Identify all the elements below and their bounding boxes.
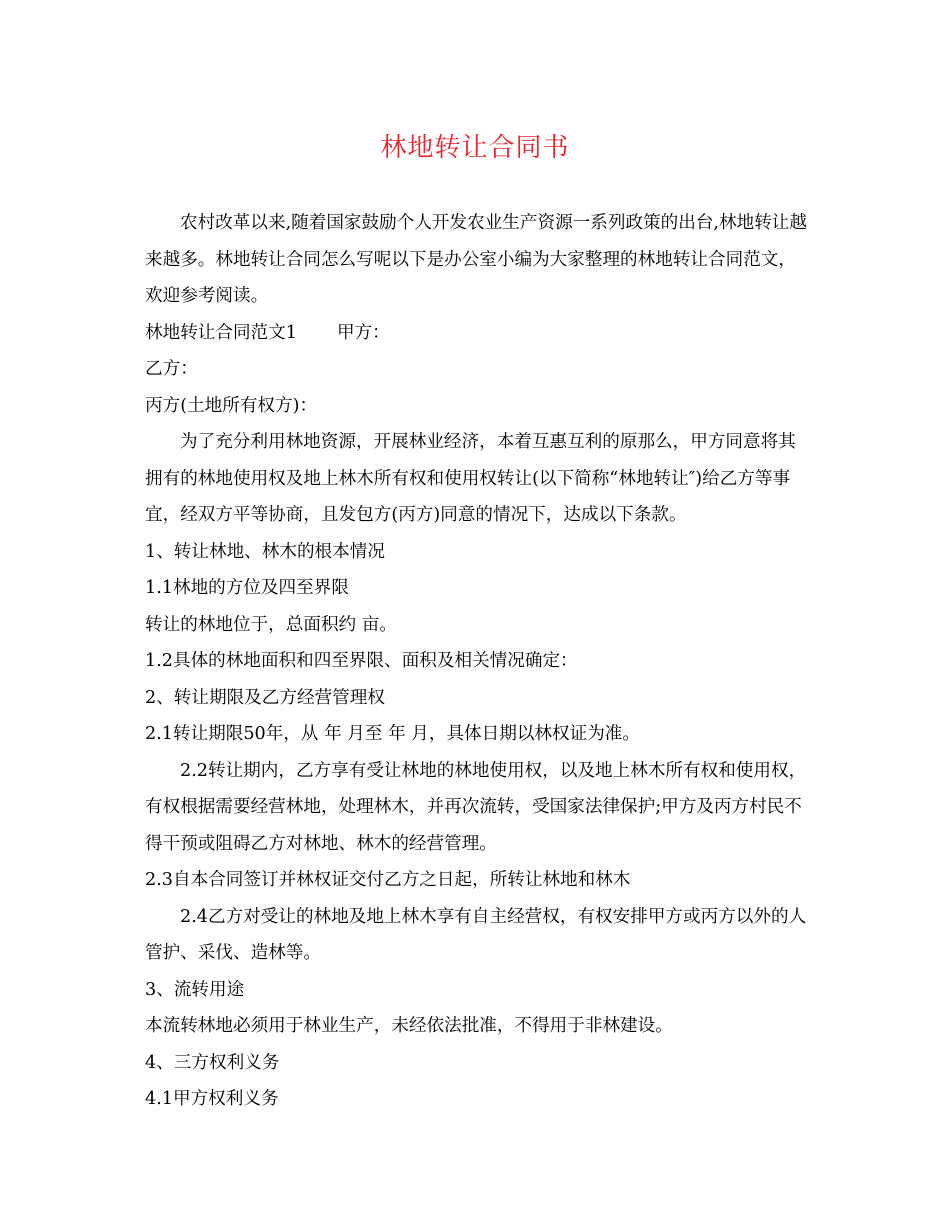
- preamble-paragraph: 为了充分利用林地资源，开展林业经济，本着互惠互利的原那么，甲方同意将其拥有的林地使用权及地上林木所有权和使用权转让(以下简称“林地转让″)给乙方等事宜，经双方平等协商，且发包方(丙方)同意的情况下，达成以下条款。: [145, 432, 796, 525]
- section-3-heading: 3、流转用途: [145, 979, 245, 1000]
- intro-paragraph: 农村改革以来,随着国家鼓励个人开发农业生产资源一系列政策的出台,林地转让越来越多。林地转让合同怎么写呢以下是办公室小编为大家整理的林地转让合同范文，欢迎参考阅读。: [145, 213, 807, 306]
- section-2-2-text: 2.2转让期内，乙方享有受让林地的林地使用权，以及地上林木所有权和使用权，有权根据需要经营林地，处理林木，并再次流转，受国家法律保护;甲方及丙方村民不得干预或阻碍乙方对林地、林木的经营管理。: [145, 760, 807, 854]
- party-a-label: 甲方：: [336, 322, 390, 343]
- section-2-4-text: 2.4乙方对受让的林地及地上林木享有自主经营权，有权安排甲方或丙方以外的人管护、采伐、造林等。: [145, 906, 807, 963]
- party-c-label: 丙方(土地所有权方)：: [145, 395, 318, 416]
- section-2-heading: 2、转让期限及乙方经营管理权: [145, 687, 385, 708]
- section-1-1-heading: 1.1林地的方位及四至界限: [145, 578, 349, 598]
- sample-heading-line: [145, 315, 810, 352]
- section-1-heading: 1、转让林地、林木的根本情况: [145, 541, 385, 562]
- document-title: 林地转让合同书: [380, 133, 570, 163]
- section-1-1-text: 转让的林地位于，总面积约 亩。: [145, 614, 397, 635]
- sample-heading: 林地转让合同范文1: [145, 322, 297, 343]
- section-2-1-text: 2.1转让期限50年，从 年 月至 年 月，具体日期以林权证为准。: [145, 724, 640, 744]
- section-2-3-text: 2.3自本合同签订并林权证交付乙方之日起，所转让林地和林木: [145, 870, 631, 890]
- section-4-heading: 4、三方权利义务: [145, 1052, 280, 1073]
- section-1-2-text: 1.2具体的林地面积和四至界限、面积及相关情况确定：: [145, 651, 578, 671]
- document-body: [145, 205, 810, 1118]
- section-3-text: 本流转林地必须用于林业生产，未经依法批准，不得用于非林建设。: [145, 1016, 673, 1036]
- party-b-label: 乙方：: [145, 359, 198, 379]
- section-4-1-heading: 4.1甲方权利义务: [145, 1089, 279, 1109]
